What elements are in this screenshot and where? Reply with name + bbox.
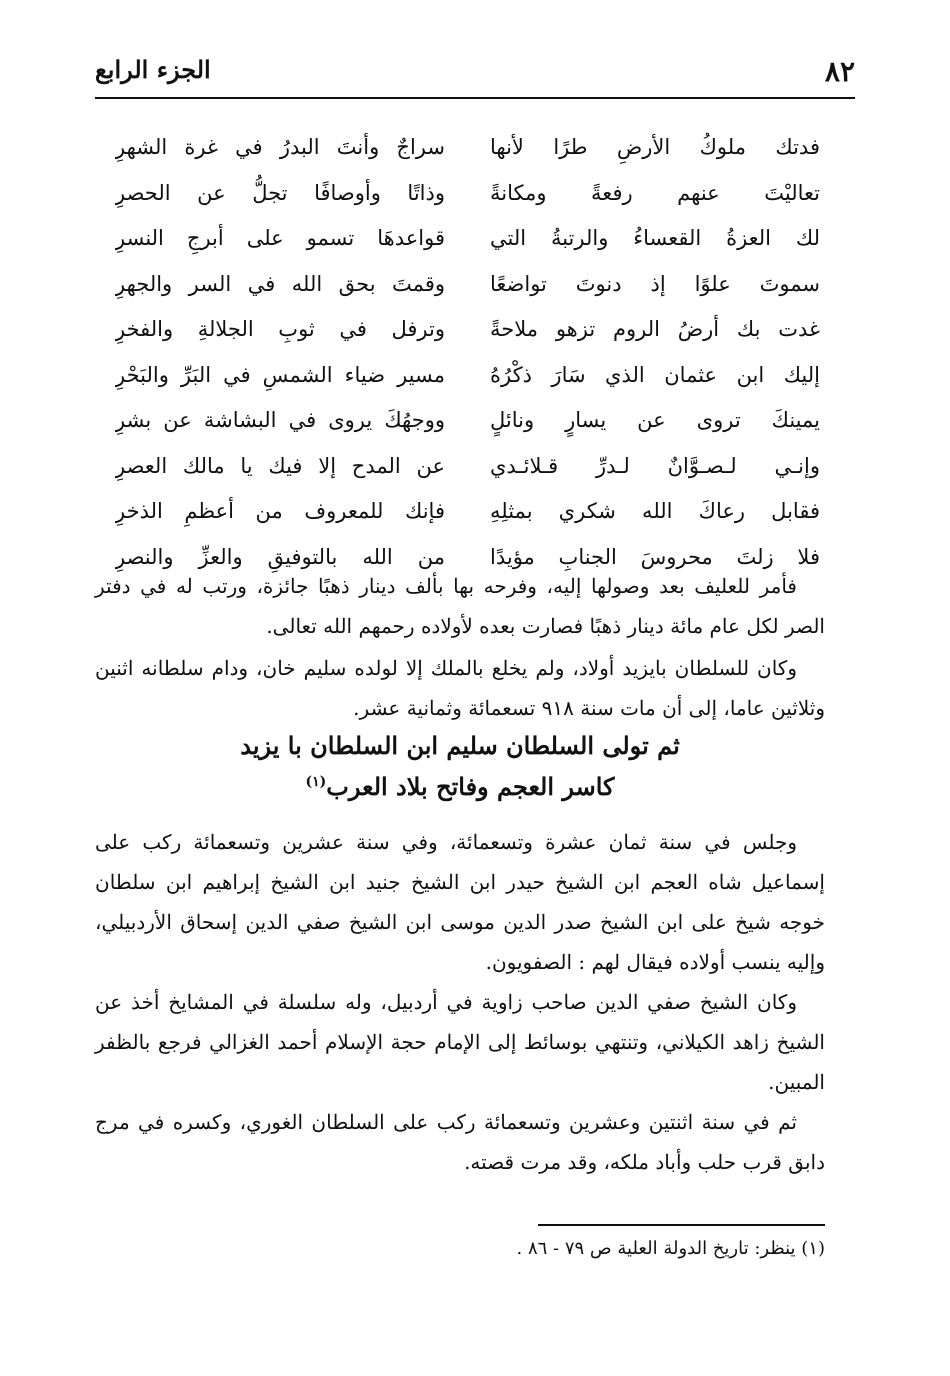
paragraph: وكان للسلطان بايزيد أولاد، ولم يخلع بالملك إلا لولده سليم خان، ودام سلطانه اثنين وثلاثين عاما، إلى أن مات سنة ٩١٨ تسعمائة وثمانية عشر. [95, 656, 825, 720]
footnote: (١) ينظر: تاريخ الدولة العلية ص ٧٩ - ٨٦ . [516, 1238, 825, 1259]
footnote-marker: (١) [305, 774, 327, 790]
verse-second-hemistich: قواعدهَا تسمو على أبرجِ النسرِ [115, 226, 445, 250]
verse-second-hemistich: وذاتًا وأوصافًا تجلُّ عن الحصرِ [115, 180, 445, 205]
verse-second-hemistich: فإنك للمعروف من أعظمِ الذخرِ [115, 499, 445, 523]
heading-line-1: ثم تولى السلطان سليم ابن السلطان با يزيد [240, 731, 680, 760]
section-heading [95, 731, 825, 760]
header-rule [95, 97, 855, 99]
poem-verse [115, 489, 820, 535]
verse-first-hemistich: تعاليْتَ عنهم رفعةً ومكانةً [490, 180, 820, 205]
paragraph-bayezid [95, 648, 825, 728]
verse-first-hemistich: يمينكَ تروى عن يسارٍ ونائلٍ [490, 408, 820, 432]
verse-first-hemistich: غدت بك أرضُ الروم تزهو ملاحةً [490, 317, 820, 341]
poem-verse [115, 262, 820, 308]
verse-second-hemistich: ووجهُكَ يروى في البشاشة عن بشرِ [115, 408, 445, 432]
verse-second-hemistich: مسير ضياء الشمسِ في البَرِّ والبَحْرِ [115, 362, 445, 387]
verse-second-hemistich: وقمتَ بحق الله في السر والجهرِ [115, 271, 445, 296]
verse-first-hemistich: سموتَ علوًا إذ دنوتَ تواضعًا [490, 271, 820, 296]
poem-verse [115, 307, 820, 353]
verse-first-hemistich: فقابل رعاكَ الله شكري بمثلِهِ [490, 499, 820, 523]
poem-verse [115, 216, 820, 262]
poem [115, 125, 820, 580]
verse-second-hemistich: سراجٌ وأنتَ البدرُ في غرة الشهرِ [115, 135, 445, 159]
page-header [95, 55, 855, 95]
section-body [95, 822, 825, 1182]
poem-verse [115, 125, 820, 171]
running-title: الجزء الرابع [95, 55, 211, 84]
paragraph: ثم في سنة اثنتين وعشرين وتسعمائة ركب على السلطان الغوري، وكسره في مرج دابق قرب حلب وأباد ملكه، وقد مرت قصته. [95, 1110, 825, 1174]
paragraph: وجلس في سنة ثمان عشرة وتسعمائة، وفي سنة عشرين وتسعمائة ركب على إسماعيل شاه العجم ابن الشيخ حيدر ابن الشيخ جنيد ابن الشيخ إبراهيم ابن سلطان خوجه شيخ على ابن الشيخ صدر الدين موسى ابن الشيخ صفي الدين إسحاق الأردبيلي، وإليه ينسب أولاده فيقال لهم : الصفويون. [95, 830, 825, 974]
verse-second-hemistich: وترفل في ثوبِ الجلالةِ والفخرِ [115, 317, 445, 341]
verse-first-hemistich: فلا زلتَ محروسَ الجنابِ مؤيدًا [490, 544, 820, 569]
poem-verse [115, 444, 820, 490]
poem-verse [115, 353, 820, 399]
verse-first-hemistich: إليك ابن عثمان الذي سَارَ ذكْرُهُ [490, 362, 820, 387]
verse-first-hemistich: وإنـي لـصـوَّانٌ لـدرِّ قـلائـدي [490, 453, 820, 478]
verse-second-hemistich: عن المدح إلا فيك يا مالك العصرِ [115, 453, 445, 478]
paragraph: فأمر للعليف بعد وصولها إليه، وفرحه بها بألف دينار ذهبًا جائزة، ورتب له في دفتر الصر لكل عام مائة دينار ذهبًا فصارت بعده لأولاده رحمهم الله تعالى. [95, 574, 825, 638]
heading-line-2: كاسر العجم وفاتح بلاد العرب [326, 772, 615, 801]
verse-first-hemistich: لك العزةُ القعساءُ والرتبةُ التي [490, 226, 820, 250]
poem-verse [115, 398, 820, 444]
section-heading [95, 772, 825, 801]
paragraph: وكان الشيخ صفي الدين صاحب زاوية في أردبيل، وله سلسلة في المشايخ أخذ عن الشيخ زاهد الكيلاني، وتنتهي بوسائط إلى الإمام حجة الإسلام أحمد الغزالي فرجع بالظفر المبين. [95, 990, 825, 1094]
page-number: ٨٢ [824, 55, 855, 88]
footnote-rule [538, 1224, 825, 1226]
verse-first-hemistich: فدتك ملوكُ الأرضِ طرًا لأنها [490, 135, 820, 159]
verse-second-hemistich: من الله بالتوفيقِ والعزِّ والنصرِ [115, 544, 445, 569]
paragraph-reward [95, 566, 825, 646]
poem-verse [115, 171, 820, 217]
